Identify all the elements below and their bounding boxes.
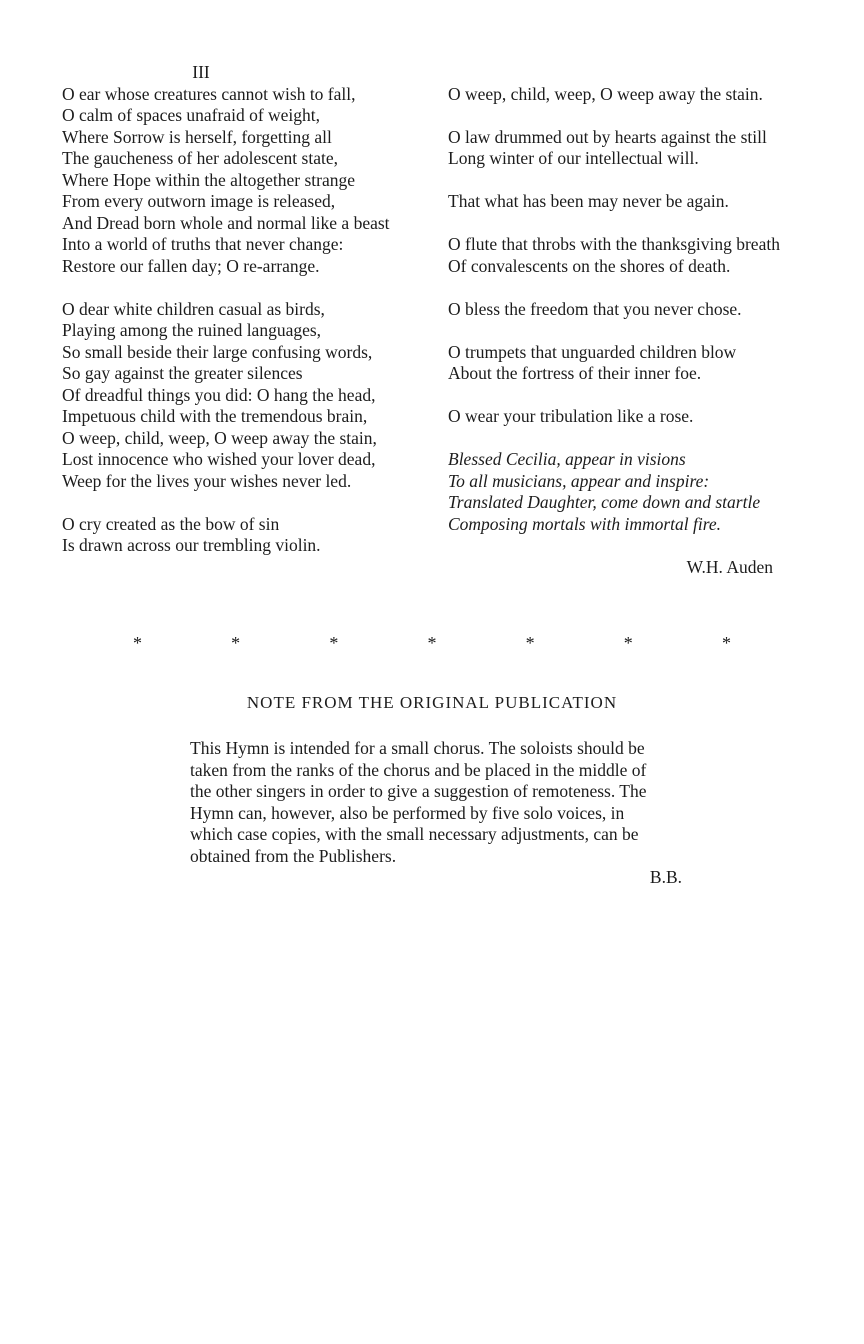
poem-line: Blessed Cecilia, appear in visions [448, 449, 686, 469]
poem-line: O dear white children casual as birds, [62, 298, 325, 319]
poem-group-2 [448, 127, 820, 170]
asterisk-glyph: * [525, 633, 535, 653]
asterisk-glyph: * [329, 633, 339, 653]
poem-line: O weep, child, weep, O weep away the stain. [448, 83, 763, 104]
poem-line: O weep, child, weep, O weep away the stain, [62, 427, 377, 448]
poem-line: O wear your tribulation like a rose. [448, 406, 694, 426]
poem-line: And Dread born whole and normal like a beast [62, 212, 390, 233]
note-line: the other singers in order to give a suggestion of remoteness. The [190, 781, 647, 801]
poem-column-left [62, 62, 434, 557]
asterisk-glyph: * [133, 633, 142, 653]
poem-line: O trumpets that unguarded children blow [448, 341, 737, 362]
poem-line: So gay against the greater silences [62, 363, 303, 383]
poem-group-1 [448, 84, 820, 106]
poem-line: O calm of spaces unafraid of weight, [62, 105, 321, 125]
poem-line: O ear whose creatures cannot wish to fall, [62, 83, 356, 104]
poem-line: Impetuous child with the tremendous brain, [62, 406, 368, 426]
poem-line: About the fortress of their inner foe. [448, 363, 702, 383]
poem-line: Into a world of truths that never change: [62, 234, 344, 254]
note-signature: B.B. [649, 867, 682, 887]
poem-group-envoi [448, 449, 820, 535]
poem-section-number: III [192, 62, 210, 82]
poem-line: O law drummed out by hearts against the still [448, 126, 767, 147]
poem-line: Translated Daughter, come down and startle [448, 492, 761, 512]
poem-column-right [448, 84, 820, 579]
note-paragraph [190, 738, 688, 889]
poem-line: Playing among the ruined languages, [62, 320, 322, 340]
poem-author-attribution: W.H. Auden [686, 556, 773, 577]
poem-line: Of convalescents on the shores of death. [448, 255, 731, 276]
asterisk-glyph: * [623, 633, 633, 653]
poem-group-4 [448, 234, 820, 277]
poem-line: Where Hope within the altogether strange [62, 169, 356, 190]
poem-line: O cry created as the bow of sin [62, 513, 280, 534]
poem-group-7 [448, 406, 820, 428]
note-line: This Hymn is intended for a small chorus. The soloists should be [190, 738, 645, 758]
poem-line: Of dreadful things you did: O hang the head, [62, 384, 376, 405]
poem-line: To all musicians, appear and inspire: [448, 470, 710, 491]
poem-line: That what has been may never be again. [448, 191, 729, 211]
note-heading: NOTE FROM THE ORIGINAL PUBLICATION [246, 693, 618, 712]
asterisk-glyph: * [231, 633, 241, 653]
asterisk-glyph: * [427, 633, 437, 653]
poem-line: So small beside their large confusing words, [62, 341, 373, 362]
poem-line: Lost innocence who wished your lover dead, [62, 449, 376, 469]
note-line: which case copies, with the small necessary adjustments, can be [190, 824, 639, 844]
poem-line: Long winter of our intellectual will. [448, 148, 699, 168]
poem-line: O bless the freedom that you never chose. [448, 298, 742, 319]
poem-line: From every outworn image is released, [62, 191, 336, 211]
note-line: obtained from the Publishers. [190, 845, 397, 866]
poem-stanza-1 [62, 84, 434, 278]
poem-stanza-2 [62, 299, 434, 493]
poem-stanza-3 [62, 514, 434, 557]
poem-line: Where Sorrow is herself, forgetting all [62, 126, 332, 147]
poem-line: Restore our fallen day; O re-arrange. [62, 255, 320, 276]
poem-line: O flute that throbs with the thanksgiving breath [448, 234, 780, 254]
note-line: taken from the ranks of the chorus and be placed in the middle of [190, 759, 647, 780]
poem-group-3 [448, 191, 820, 213]
poem-line: Is drawn across our trembling violin. [62, 535, 321, 555]
poem-line: The gaucheness of her adolescent state, [62, 148, 338, 168]
separator-row [133, 633, 731, 655]
poem-group-6 [448, 342, 820, 385]
note-line: Hymn can, however, also be performed by five solo voices, in [190, 802, 625, 823]
poem-line: Weep for the lives your wishes never led. [62, 470, 352, 491]
poem-line: Composing mortals with immortal fire. [448, 513, 722, 534]
asterisk-glyph: * [721, 633, 731, 653]
poem-group-5 [448, 299, 820, 321]
